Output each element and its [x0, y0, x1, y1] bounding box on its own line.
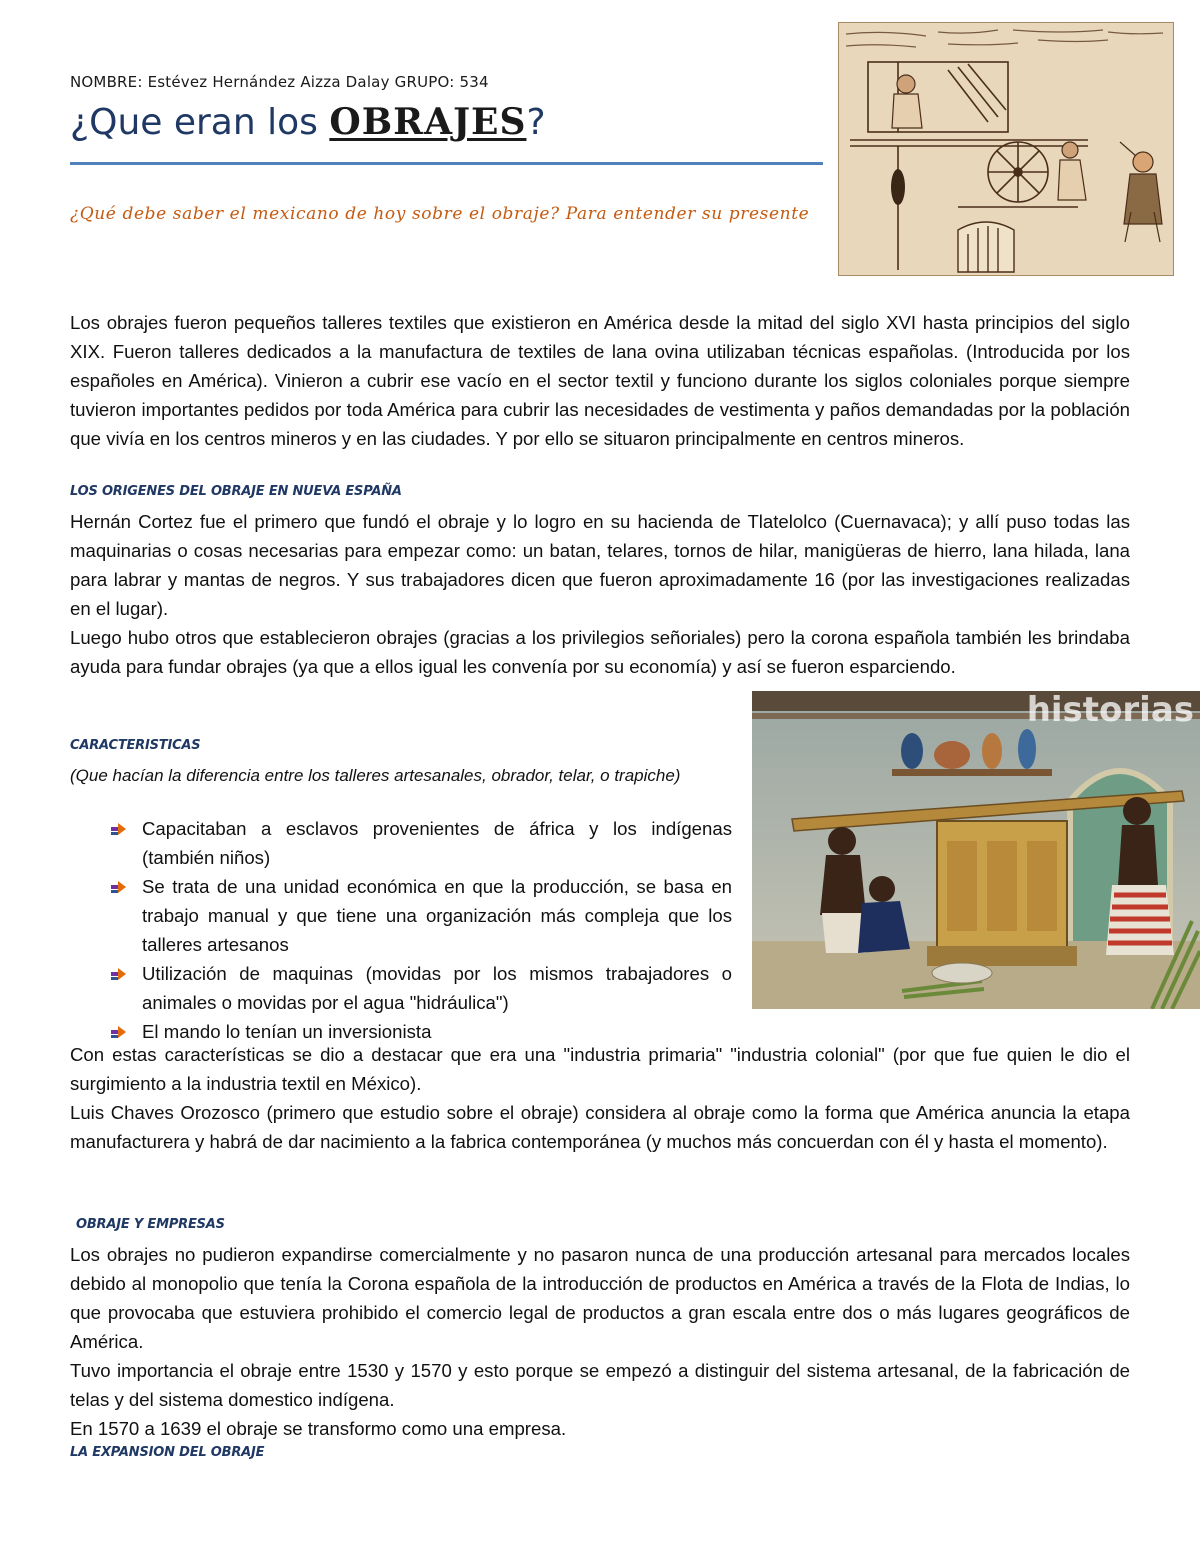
section-heading-expansion: LA EXPANSION DEL OBRAJE	[70, 1445, 265, 1460]
student-name-line: NOMBRE: Estévez Hernández Aizza Dalay GRUPO: 534	[70, 73, 489, 91]
intro-paragraph: Los obrajes fueron pequeños talleres textiles que existieron en América desde la mitad del siglo XVI hasta principios del siglo XIX. Fueron talleres dedicados a la manufactura de textiles de lana ovina utilizaban técnicas españolas. (Introducida por los españoles en América). Vinieron a cubrir ese vacío en el sector textil y funciono durante los siglos coloniales porque siempre tuvieron importantes pedidos por toda América para cubrir las necesidades de vestimenta y paños demandadas por la población que vivía en los centros mineros y en las ciudades. Y por ello se situaron principalmente en centros mineros.	[70, 312, 1130, 449]
watermark-historias: historias	[1026, 691, 1194, 730]
empresas-paragraph-2: Tuvo importancia el obraje entre 1530 y 1570 y esto porque se empezó a distinguir del sistema artesanal, de la fabricación de telas y del sistema domestico indígena.	[70, 1360, 1130, 1410]
list-item	[70, 814, 732, 872]
bullet-arrow-icon	[109, 965, 127, 983]
list-item-text: Se trata de una unidad económica en que la producción, se basa en trabajo manual y que tiene una organización más compleja que los talleres artesanos	[142, 876, 732, 955]
caracteristicas-conclusion	[70, 1040, 1130, 1156]
bullet-arrow-icon	[109, 1023, 127, 1041]
colonial-workshop-painting	[752, 691, 1200, 1009]
conclusion-paragraph-1: Con estas características se dio a destacar que era una "industria primaria" "industria colonial" (por que fue quien le dio el surgimiento a la industria textil en México).	[70, 1044, 1130, 1094]
title-underline-rule	[70, 162, 823, 165]
bullet-arrow-icon	[109, 878, 127, 896]
list-item-text: Capacitaban a esclavos provenientes de áfrica y los indígenas (también niños)	[142, 818, 732, 868]
section-empresas	[70, 1240, 1130, 1443]
empresas-paragraph-3: En 1570 a 1639 el obraje se transformo como una empresa.	[70, 1418, 567, 1439]
title-keyword: OBRAJES	[329, 101, 527, 143]
bullet-arrow-icon	[109, 820, 127, 838]
section-heading-caracteristicas: CARACTERISTICAS	[70, 738, 201, 753]
empresas-paragraph-1: Los obrajes no pudieron expandirse comercialmente y no pasaron nunca de una producción artesanal para mercados locales debido al monopolio que tenía la Corona española de la introducción de productos en América a través de la Flota de Indias, lo que provocaba que estuviera prohibido el comercio legal de productos a gran escala entre dos o más lugares geográficos de América.	[70, 1244, 1130, 1352]
page-title	[70, 101, 546, 143]
subtitle: ¿Qué debe saber el mexicano de hoy sobre el obraje? Para entender su presente	[70, 204, 810, 224]
section-origenes	[70, 507, 1130, 681]
list-item	[70, 959, 732, 1017]
origenes-paragraph-1: Hernán Cortez fue el primero que fundó el obraje y lo logro en su hacienda de Tlatelolco (Cuernavaca); y allí puso todas las maquinarias o cosas necesarias para empezar como: un batan, telares, tornos de hilar, manigüeras de hierro, lana hilada, lana para labrar y mantas de negros. Y sus trabajadores dicen que fueron aproximadamente 16 (por las investigaciones realizadas en el lugar).	[70, 511, 1130, 619]
origenes-paragraph-2: Luego hubo otros que establecieron obrajes (gracias a los privilegios señoriales) pero la corona española también les brindaba ayuda para fundar obrajes (ya que a ellos igual les convenía por su economía) y así se fueron esparciendo.	[70, 627, 1130, 677]
title-suffix: ?	[526, 102, 546, 143]
list-item	[70, 872, 732, 959]
list-item-text: Utilización de maquinas (movidas por los mismos trabajadores o animales o movidas por el agua "hidráulica")	[142, 963, 732, 1013]
caracteristicas-list	[70, 814, 732, 1046]
section-heading-empresas: OBRAJE Y EMPRESAS	[76, 1217, 225, 1232]
title-prefix: ¿Que eran los	[70, 102, 330, 143]
codex-weaving-illustration	[838, 22, 1174, 276]
caracteristicas-subtitle: (Que hacían la diferencia entre los talleres artesanales, obrador, telar, o trapiche)	[70, 766, 681, 785]
section-heading-origenes: LOS ORIGENES DEL OBRAJE EN NUEVA ESPAÑA	[70, 484, 402, 499]
list-item-text: El mando lo tenían un inversionista	[142, 1021, 432, 1042]
conclusion-paragraph-2: Luis Chaves Orozosco (primero que estudio sobre el obraje) considera al obraje como la forma que América anuncia la etapa manufacturera y habrá de dar nacimiento a la fabrica contemporánea (y muchos más concuerdan con él y hasta el momento).	[70, 1102, 1130, 1152]
